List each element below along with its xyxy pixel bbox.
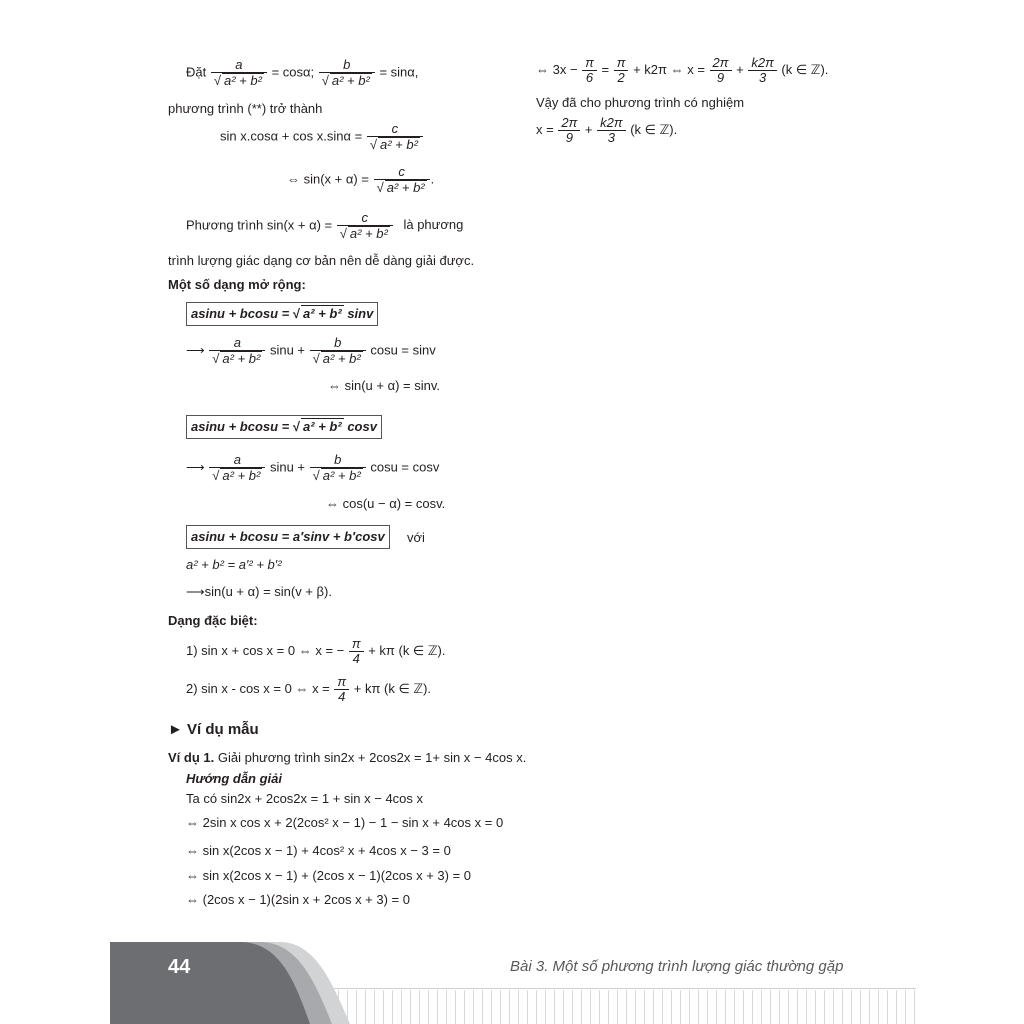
equation-line: ⟶ $\frac{a}{\text{√ a² + b²}}$ sinu + $\frac{b}{\text{√ a² + b²}}$ cosu = cosv bbox=[186, 452, 440, 483]
equation-line: 1) sin x + cos x = 0 ⇔ x = − $\frac{\pi}{4}$ + kπ (k ∈ ℤ). bbox=[186, 636, 446, 666]
guide-heading: Hướng dẫn giải bbox=[186, 771, 283, 786]
solution-line: ⇔ (2cos x − 1)(2sin x + 2cos x + 3) = 0 bbox=[186, 892, 410, 907]
text-line: trình lượng giác dạng cơ bản nên dễ dàng giải được. bbox=[168, 253, 475, 268]
fraction-c: $\frac{c}{\text{√ a² + b²}}$ bbox=[367, 122, 423, 152]
equation-line: x = $\frac{2\pi}{9}$ + $\frac{k2\pi}{3}$ (k ∈ ℤ). bbox=[536, 115, 678, 145]
text-line: với bbox=[407, 530, 425, 545]
section-heading: Dạng đặc biệt: bbox=[168, 613, 258, 628]
solution-line: ⇔ sin x(2cos x − 1) + (2cos x − 1)(2cos x + 3) = 0 bbox=[186, 868, 472, 883]
equation-line: ⇔ sin(x + α) = $\frac{c}{\text{√ a² + b²}}$ . bbox=[287, 164, 435, 195]
fraction-a: $\frac{a}{\text{√ a² + b²}}$ bbox=[211, 58, 267, 88]
section-heading: Một số dạng mở rộng: bbox=[168, 277, 306, 292]
section-heading: ► Ví dụ mẫu bbox=[168, 721, 259, 738]
equation-line: sin x.cosα + cos x.sinα = $\frac{c}{\text{√ a² + b²}}$ bbox=[220, 122, 424, 152]
equation-line: a² + b² = a′² + b′² bbox=[186, 557, 282, 572]
footer-wave-shape bbox=[110, 942, 350, 1024]
equation-line: 2) sin x - cos x = 0 ⇔ x = $\frac{\pi}{4}$ + kπ (k ∈ ℤ). bbox=[186, 674, 432, 704]
equation-line: ⇔ 3x − $\frac{\pi}{6}$ = $\frac{\pi}{2}$ + k2π ⇔ x = $\frac{2\pi}{9}$ + $\frac{k2\pi}{3}$ (k ∈ ℤ). bbox=[536, 55, 829, 85]
page-number: 44 bbox=[168, 956, 191, 978]
def-line: Đặt $\frac{a}{\text{√ a² + b²}}$ = cosα; $\frac{b}{\text{√ a² + b²}}$ = sinα, bbox=[186, 57, 419, 88]
chapter-title: Bài 3. Một số phương trình lượng giác thường gặp bbox=[510, 958, 844, 975]
solution-line: ⇔ sin x(2cos x − 1) + 4cos² x + 4cos x − 3 = 0 bbox=[186, 843, 451, 858]
fraction-c: $\frac{c}{\text{√ a² + b²}}$ bbox=[337, 211, 393, 241]
text-line: phương trình (**) trở thành bbox=[168, 101, 323, 116]
equation-line: ⟶ $\frac{a}{\text{√ a² + b²}}$ sinu + $\frac{b}{\text{√ a² + b²}}$ cosu = sinv bbox=[186, 335, 436, 366]
example-line: Ví dụ 1. Giải phương trình sin2x + 2cos2x = 1+ sin x − 4cos x. bbox=[168, 750, 527, 765]
text-line: Vậy đã cho phương trình có nghiệm bbox=[536, 95, 745, 110]
equation-line: ⇔ sin(u + α) = sinv. bbox=[328, 378, 441, 393]
formula-box: asinu + bcosu = a′sinv + b′cosv bbox=[186, 525, 390, 549]
footer-tick-ruler bbox=[320, 990, 916, 1024]
fraction-c: $\frac{c}{\text{√ a² + b²}}$ bbox=[374, 165, 430, 195]
equation-line: ⟶sin(u + α) = sin(v + β). bbox=[186, 584, 332, 599]
text-line: Phương trình sin(x + α) = $\frac{c}{\text{√ a² + b²}}$ là phương bbox=[186, 210, 464, 241]
formula-box: asinu + bcosu = √ a² + b² sinv bbox=[186, 302, 378, 326]
formula-box: asinu + bcosu = √ a² + b² cosv bbox=[186, 415, 382, 439]
footer-tick-line bbox=[320, 988, 916, 989]
solution-line: Ta có sin2x + 2cos2x = 1 + sin x − 4cos x bbox=[186, 791, 424, 806]
solution-line: ⇔ 2sin x cos x + 2(2cos² x − 1) − 1 − sin x + 4cos x = 0 bbox=[186, 815, 504, 830]
equation-line: ⇔ cos(u − α) = cosv. bbox=[326, 496, 446, 511]
fraction-b: $\frac{b}{\text{√ a² + b²}}$ bbox=[319, 58, 375, 88]
